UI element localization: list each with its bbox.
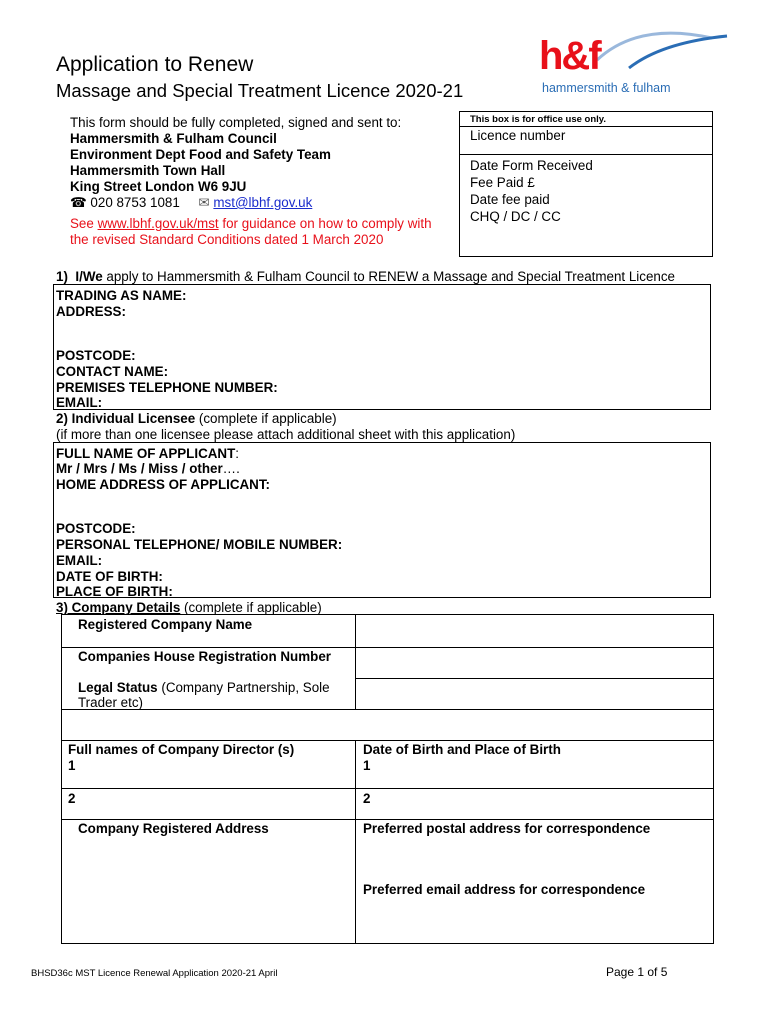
payment-method-label: CHQ / DC / CC (470, 209, 561, 224)
director-2-dob-label: 2 (363, 791, 371, 806)
intro-org: Environment Dept Food and Safety Team (70, 147, 331, 162)
pref-email-label: Preferred email address for correspondence (363, 882, 646, 897)
section-1-box[interactable] (53, 284, 711, 410)
reg-address-label: Company Registered Address (78, 821, 269, 836)
reg-number-label: Companies House Registration Number (78, 649, 331, 664)
intro-org: Hammersmith & Fulham Council (70, 131, 277, 146)
guidance-text: for guidance on how to comply with (222, 216, 432, 231)
section-3-heading (56, 600, 322, 615)
table-divider (61, 740, 714, 741)
trading-as-label: TRADING AS NAME: (56, 288, 187, 303)
home-address-label: HOME ADDRESS OF APPLICANT: (56, 477, 271, 492)
section-2-heading (56, 411, 337, 426)
dob-label: DATE OF BIRTH: (56, 569, 163, 584)
legal-status-note: (Company Partnership, Sole (161, 680, 330, 695)
logo-text: hammersmith & fulham (542, 81, 671, 95)
table-divider (61, 819, 714, 820)
email-icon: ✉ (198, 195, 210, 210)
directors-label: Full names of Company Director (s) (68, 742, 295, 757)
intro-org: King Street London W6 9JU (70, 179, 247, 194)
fee-paid-label: Fee Paid £ (470, 175, 535, 190)
footer-reference: BHSD36c MST Licence Renewal Application 2020-21 April (31, 968, 278, 979)
logo-mark: h&f (539, 34, 600, 78)
table-divider (355, 740, 356, 944)
table-border (713, 614, 714, 944)
postcode-label: POSTCODE: (56, 348, 136, 363)
section-3-title: 3) Company Details (56, 600, 181, 615)
guidance-line (70, 216, 432, 232)
guidance-link[interactable]: www.lbhf.gov.uk/mst (97, 216, 219, 231)
email-label: EMAIL: (56, 553, 103, 568)
table-divider (61, 788, 714, 789)
contact-line (70, 195, 432, 211)
table-border (61, 943, 714, 944)
section-1-text: apply to Hammersmith & Fulham Council to RENEW a Massage and Special Treatment Licence (106, 269, 676, 284)
section-2-instruction: (if more than one licensee please attach additional sheet with this application) (56, 427, 516, 442)
table-border (61, 614, 62, 944)
full-name-text: FULL NAME OF APPLICANT (56, 446, 236, 461)
divider (460, 154, 712, 155)
intro-org: Hammersmith Town Hall (70, 163, 226, 178)
premises-phone-label: PREMISES TELEPHONE NUMBER: (56, 380, 278, 395)
office-use-box (459, 111, 713, 257)
form-title: Application to Renew (56, 53, 254, 76)
full-name-label (56, 446, 239, 461)
section-3-note: (complete if applicable) (184, 600, 322, 615)
postal-address-label: Preferred postal address for correspondence (363, 821, 651, 836)
email-label: EMAIL: (56, 395, 103, 410)
company-details-table (61, 614, 714, 944)
director-1-dob-label: 1 (363, 758, 371, 773)
legal-status-note-2: Trader etc) (78, 695, 143, 710)
intro-line: This form should be fully completed, signed and sent to: (70, 115, 402, 130)
personal-phone-label: PERSONAL TELEPHONE/ MOBILE NUMBER: (56, 537, 343, 552)
section-2-box[interactable] (53, 442, 711, 598)
section-number: 1) (56, 269, 68, 284)
colon: : (235, 446, 240, 461)
intro-block (70, 115, 432, 248)
dots: …. (222, 461, 240, 476)
dob-pob-label: Date of Birth and Place of Birth (363, 742, 561, 757)
office-use-header: This box is for office use only. (460, 112, 712, 127)
reg-number-field[interactable] (356, 648, 712, 677)
legal-status-label (78, 680, 330, 695)
council-logo (537, 30, 737, 100)
reg-company-name-label: Registered Company Name (78, 617, 253, 632)
title-options (56, 461, 240, 476)
guidance-line-2: the revised Standard Conditions dated 1 March 2020 (70, 232, 384, 247)
reg-company-name-field[interactable] (356, 615, 712, 646)
section-1-we: I/We (75, 269, 103, 284)
guidance-see: See (70, 216, 94, 231)
date-received-label: Date Form Received (470, 158, 593, 173)
title-options-text: Mr / Mrs / Ms / Miss / other (56, 461, 223, 476)
address-label: ADDRESS: (56, 304, 126, 319)
phone-number: 020 8753 1081 (90, 195, 180, 210)
date-fee-paid-label: Date fee paid (470, 192, 550, 207)
phone-icon: ☎ (70, 195, 87, 210)
section-2-note: (complete if applicable) (198, 411, 337, 426)
email-link[interactable]: mst@lbhf.gov.uk (213, 195, 313, 210)
licence-number-label: Licence number (470, 128, 566, 143)
director-2-label: 2 (68, 791, 76, 806)
director-1-label: 1 (68, 758, 76, 773)
table-divider (61, 709, 714, 710)
legal-status-field[interactable] (356, 679, 712, 708)
section-1-heading (56, 269, 675, 284)
page-number: Page 1 of 5 (606, 965, 668, 979)
pob-label: PLACE OF BIRTH: (56, 584, 173, 599)
form-subtitle: Massage and Special Treatment Licence 2020-21 (56, 80, 464, 101)
section-2-title: 2) Individual Licensee (56, 411, 196, 426)
contact-name-label: CONTACT NAME: (56, 364, 169, 379)
legal-status-text: Legal Status (78, 680, 158, 695)
postcode-label: POSTCODE: (56, 521, 136, 536)
